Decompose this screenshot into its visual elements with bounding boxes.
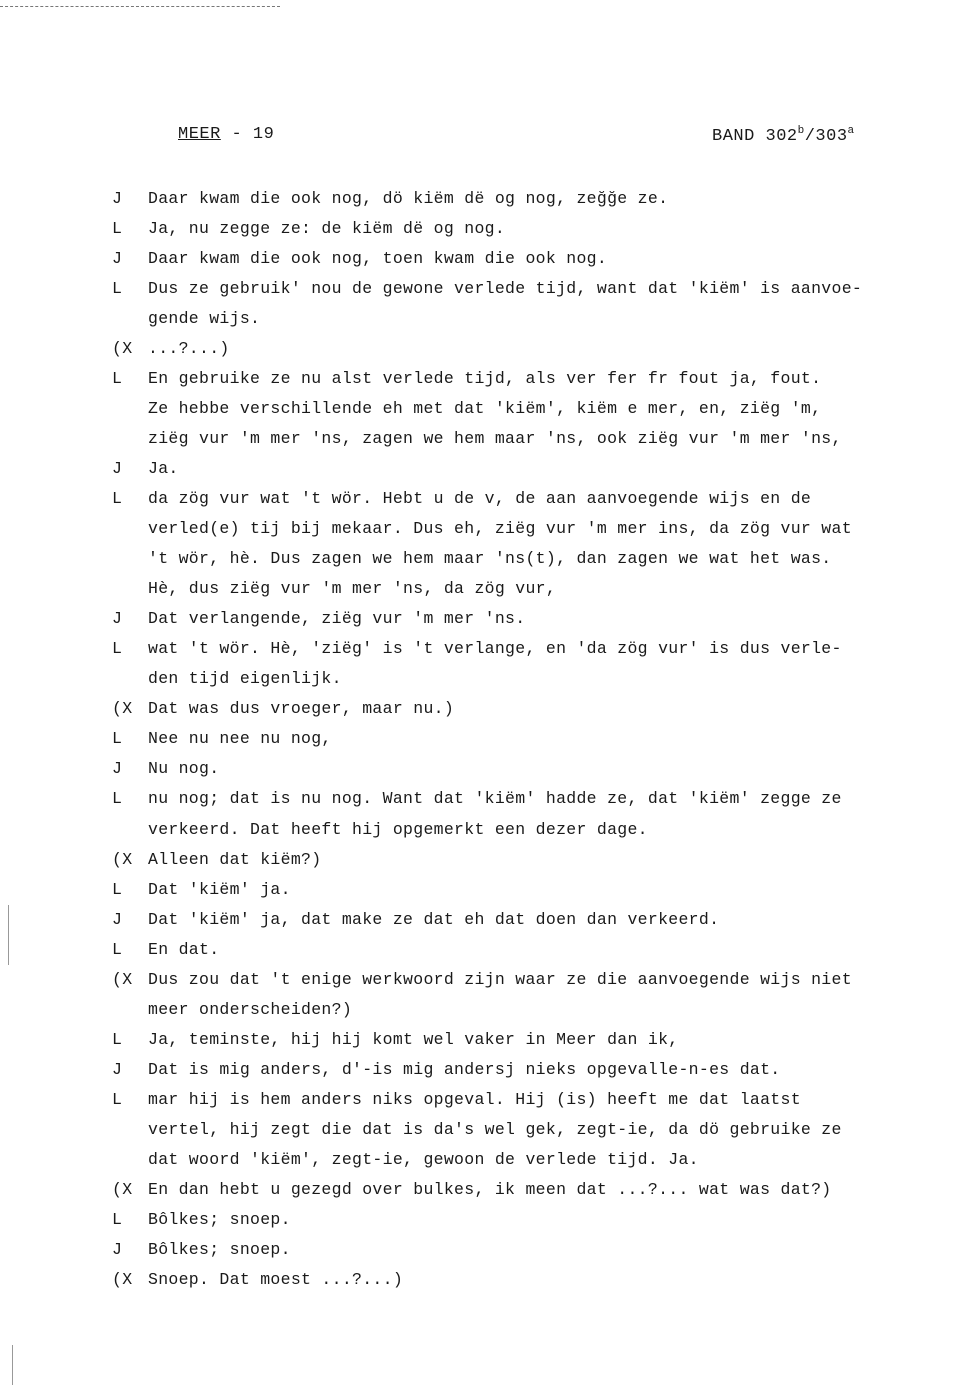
speaker-label: J: [112, 1240, 123, 1260]
utterance-text: Ja.: [148, 458, 179, 478]
utterance-text: En dat.: [148, 939, 220, 959]
utterance-text: dat woord 'kiëm', zegt-ie, gewoon de verlede tijd. Ja.: [148, 1150, 699, 1170]
transcript-line: [112, 1145, 852, 1175]
speaker-label: L: [112, 729, 123, 749]
speaker-label: J: [112, 458, 123, 478]
speaker-label: L: [112, 218, 123, 238]
utterance-text: Dat is mig anders, d'-is mig andersj nieks opgevalle-n-es dat.: [148, 1059, 781, 1079]
utterance-text: gende wijs.: [148, 308, 261, 328]
transcript-line: [112, 694, 852, 724]
page-header-left: [178, 125, 274, 144]
utterance-text: Daar kwam die ook nog, dö kiëm dë og nog, zeğğe ze.: [148, 188, 669, 208]
transcript-line: [112, 934, 852, 964]
speaker-label: L: [112, 939, 123, 959]
transcript-line: [112, 754, 852, 784]
utterance-text: Alleen dat kiëm?): [148, 849, 322, 869]
transcript-line: [112, 964, 852, 994]
utterance-text: Bôlkes; snoep.: [148, 1240, 291, 1260]
utterance-text: Dat was dus vroeger, maar nu.): [148, 699, 455, 719]
utterance-text: den tijd eigenlijk.: [148, 669, 342, 689]
transcript-line: [112, 1054, 852, 1084]
transcript-line: [112, 1265, 852, 1295]
transcript-line: [112, 453, 852, 483]
transcript-line: [112, 814, 852, 844]
transcript-line: [112, 273, 863, 303]
utterance-text: Dus ze gebruik' nou de gewone verlede tijd, want dat 'kiëm' is aanvoe-: [148, 278, 863, 298]
transcript-line: [112, 1205, 852, 1235]
utterance-text: Dat verlangende, ziëg vur 'm mer 'ns.: [148, 609, 526, 629]
speaker-label: (X: [112, 849, 133, 869]
transcript-line: [112, 1235, 852, 1265]
transcript-line: [112, 303, 852, 333]
speaker-label: L: [112, 879, 123, 899]
speaker-label: L: [112, 639, 123, 659]
transcript-line: [112, 724, 852, 754]
band-prefix: BAND 302: [712, 127, 798, 146]
speaker-label: L: [112, 1029, 123, 1049]
utterance-text: Dat 'kiëm' ja, dat make ze dat eh dat doen dan verkeerd.: [148, 909, 720, 929]
utterance-text: En gebruike ze nu alst verlede tijd, als ver fer fr fout ja, fout.: [148, 368, 822, 388]
transcript-line: [112, 423, 852, 453]
speaker-label: J: [112, 188, 123, 208]
speaker-label: J: [112, 759, 123, 779]
speaker-label: J: [112, 1059, 123, 1079]
speaker-label: L: [112, 368, 123, 388]
speaker-label: J: [112, 609, 123, 629]
transcript-line: [112, 514, 852, 544]
utterance-text: nu nog; dat is nu nog. Want dat 'kiëm' hadde ze, dat 'kiëm' zegge ze: [148, 789, 842, 809]
speaker-label: (X: [112, 699, 133, 719]
utterance-text: 't wör, hè. Dus zagen we hem maar 'ns(t), dan zagen we wat het was.: [148, 549, 832, 569]
transcript-line: [112, 213, 852, 243]
transcript-line: [112, 994, 852, 1024]
scan-edge-line: [0, 6, 280, 7]
utterance-text: Dus zou dat 't enige werkwoord zijn waar ze die aanvoegende wijs niet: [148, 969, 852, 989]
page-number: - 19: [231, 125, 275, 144]
utterance-text: Ja, nu zegge ze: de kiëm dë og nog.: [148, 218, 506, 238]
speaker-label: J: [112, 248, 123, 268]
utterance-text: verkeerd. Dat heeft hij opgemerkt een dezer dage.: [148, 819, 648, 839]
transcript-line: [112, 604, 852, 634]
utterance-text: Dat 'kiëm' ja.: [148, 879, 291, 899]
utterance-text: Hè, dus ziëg vur 'm mer 'ns, da zög vur,: [148, 579, 557, 599]
speaker-label: (X: [112, 338, 133, 358]
utterance-text: da zög vur wat 't wör. Hebt u de v, de aan aanvoegende wijs en de: [148, 488, 812, 508]
transcript-line: [112, 363, 852, 393]
utterance-text: Snoep. Dat moest ...?...): [148, 1270, 404, 1290]
transcript-line: [112, 333, 852, 363]
band-sup-2: a: [847, 125, 855, 137]
utterance-text: Nu nog.: [148, 759, 220, 779]
transcript-line: [112, 393, 852, 423]
utterance-text: Ja, teminste, hij hij komt wel vaker in Meer dan ik,: [148, 1029, 679, 1049]
utterance-text: vertel, hij zegt die dat is da's wel gek, zegt-ie, da dö gebruike ze: [148, 1119, 842, 1139]
transcript-line: [112, 784, 852, 814]
utterance-text: Daar kwam die ook nog, toen kwam die ook nog.: [148, 248, 608, 268]
band-mid: /303: [804, 127, 848, 146]
speaker-label: (X: [112, 969, 133, 989]
transcript-line: [112, 183, 852, 213]
utterance-text: wat 't wör. Hè, 'ziëg' is 't verlange, en 'da zög vur' is dus verle-: [148, 639, 842, 659]
utterance-text: mar hij is hem anders niks opgeval. Hij (is) heeft me dat laatst: [148, 1089, 801, 1109]
speaker-label: L: [112, 1210, 123, 1230]
band-reference: [712, 125, 855, 146]
transcript-line: [112, 544, 852, 574]
transcript-line: [112, 574, 852, 604]
transcript-line: [112, 243, 852, 273]
margin-mark: [8, 905, 9, 965]
speaker-label: J: [112, 909, 123, 929]
speaker-label: (X: [112, 1270, 133, 1290]
transcript-line: [112, 483, 852, 513]
speaker-label: L: [112, 1089, 123, 1109]
margin-mark: [12, 1345, 13, 1385]
transcript-line: [112, 1024, 852, 1054]
transcript-line: [112, 844, 852, 874]
utterance-text: verled(e) tij bij mekaar. Dus eh, ziëg vur 'm mer ins, da zög vur wat: [148, 519, 852, 539]
utterance-text: ...?...): [148, 338, 230, 358]
transcript: [112, 183, 863, 1295]
utterance-text: meer onderscheiden?): [148, 999, 353, 1019]
utterance-text: Ze hebbe verschillende eh met dat 'kiëm', kiëm e mer, en, ziëg 'm,: [148, 398, 822, 418]
transcript-line: [112, 874, 852, 904]
speaker-label: (X: [112, 1180, 133, 1200]
speaker-label: L: [112, 488, 123, 508]
utterance-text: Bôlkes; snoep.: [148, 1210, 291, 1230]
utterance-text: En dan hebt u gezegd over bulkes, ik meen dat ...?... wat was dat?): [148, 1180, 832, 1200]
transcript-line: [112, 664, 852, 694]
transcript-line: [112, 1114, 852, 1144]
speaker-label: L: [112, 789, 123, 809]
utterance-text: ziëg vur 'm mer 'ns, zagen we hem maar 'ns, ook ziëg vur 'm mer 'ns,: [148, 428, 842, 448]
band-sup-1: b: [797, 125, 805, 137]
speaker-label: L: [112, 278, 123, 298]
utterance-text: Nee nu nee nu nog,: [148, 729, 332, 749]
transcript-line: [112, 904, 852, 934]
transcript-line: [112, 1084, 852, 1114]
transcript-line: [112, 634, 852, 664]
place-name: MEER: [178, 125, 221, 144]
transcript-line: [112, 1175, 852, 1205]
